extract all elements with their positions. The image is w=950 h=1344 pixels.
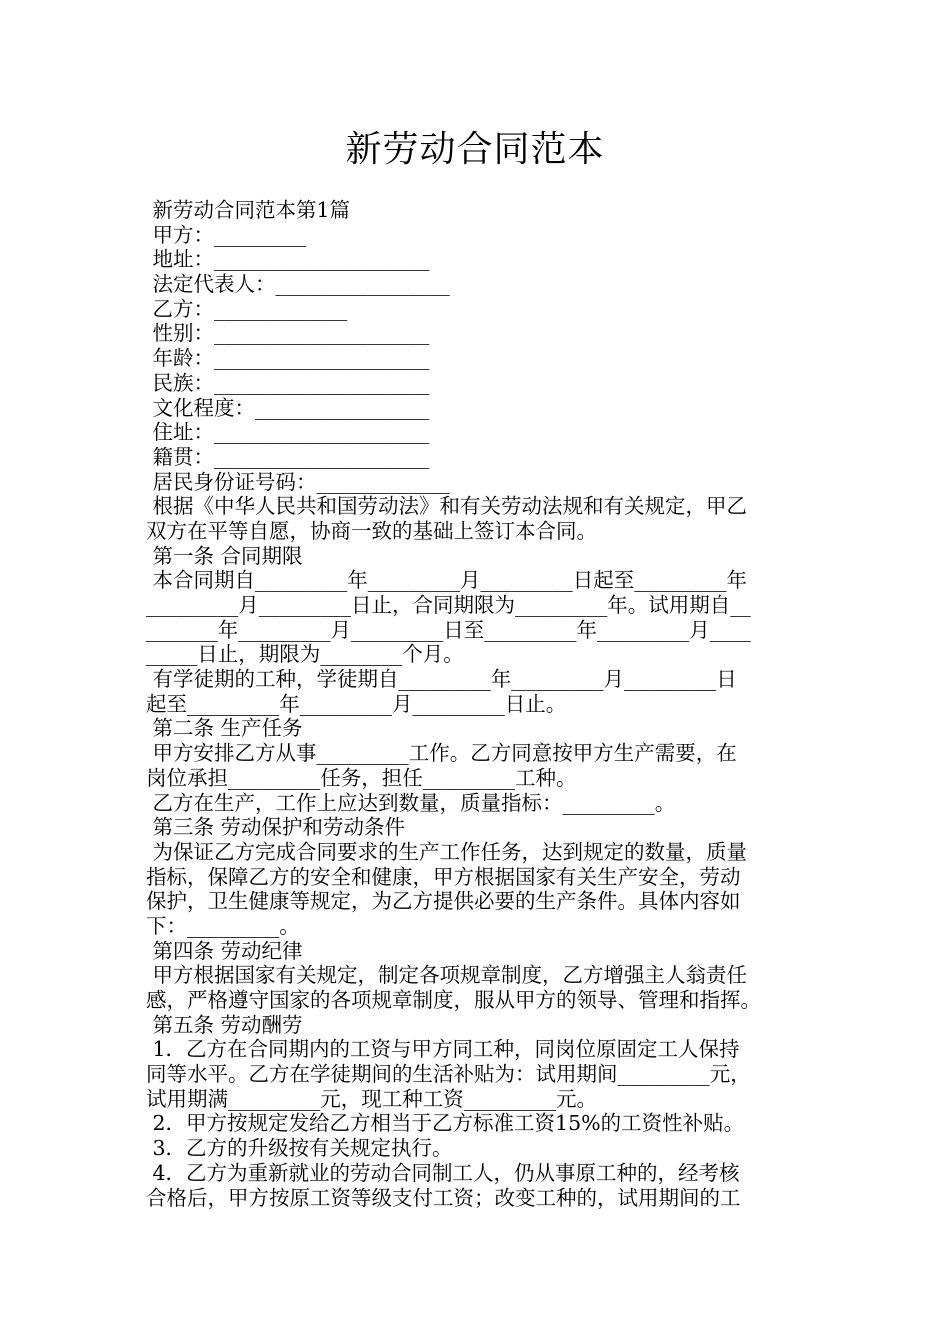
- document-line: 第一条 合同期限: [146, 543, 303, 568]
- document-line: 1．乙方在合同期内的工资与甲方同工种，同岗位原固定工人保持: [146, 1037, 740, 1062]
- document-line: 2．甲方按规定发给乙方相当于乙方标准工资15%的工资性补贴。: [146, 1111, 745, 1136]
- document-line: 住址：_____________________: [146, 420, 430, 445]
- document-line: 第五条 劳动酬劳: [146, 1012, 303, 1037]
- document-line: 双方在平等自愿，协商一致的基础上签订本合同。: [146, 518, 597, 543]
- document-line: 地址：_____________________: [146, 247, 430, 272]
- document-line: 合格后，甲方按原工资等级支付工资；改变工种的，试用期间的工: [146, 1185, 741, 1210]
- document-line: 感，严格遵守国家的各项规章制度，服从甲方的领导、管理和指挥。: [146, 988, 761, 1012]
- document-line: _______年_________月_________日至_________年_________月____: [146, 617, 751, 642]
- document-line: 根据《中华人民共和国劳动法》和有关劳动法规和有关规定，甲乙: [146, 494, 748, 519]
- document-title: 新劳动合同范本: [345, 129, 605, 170]
- document-line: 为保证乙方完成合同要求的生产工作任务，达到规定的数量，质量: [146, 839, 748, 864]
- document-line: 第二条 生产任务: [146, 716, 303, 741]
- document-line: 第三条 劳动保护和劳动条件: [146, 815, 406, 840]
- document-line: 籍贯：_____________________: [146, 444, 430, 469]
- document-line: 甲方安排乙方从事_________工作。乙方同意按甲方生产需要，在: [146, 741, 737, 766]
- document-line: 本合同期自_________年_________月_________日起至_________年: [146, 568, 748, 593]
- document-line: 乙方在生产，工作上应达到数量，质量指标：_________。: [146, 790, 676, 815]
- document-line: 甲方根据国家有关规定，制定各项规章制度，乙方增强主人翁责任: [146, 963, 748, 988]
- document-line: 岗位承担_________任务，担任_________工种。: [146, 765, 577, 790]
- document-line: 保护，卫生健康等规定，为乙方提供必要的生产条件。具体内容如: [146, 889, 741, 914]
- document-line: 文化程度：_________________: [146, 395, 430, 420]
- document-line: 法定代表人：_________________: [146, 272, 450, 297]
- document-line: 3．乙方的升级按有关规定执行。: [146, 1136, 453, 1161]
- document-body: [146, 198, 810, 1210]
- document-line: 年龄：_____________________: [146, 346, 430, 371]
- document-line: 居民身份证号码：_____________: [146, 469, 450, 494]
- document-line: _________月_________日止，合同期限为_________年。试用期自__: [146, 593, 751, 617]
- document-line: 新劳动合同范本第1篇: [146, 198, 351, 222]
- document-line: 同等水平。乙方在学徒期间的生活补贴为：试用期间_________元，: [146, 1062, 751, 1087]
- document-line: _____日止，期限为________个月。: [146, 642, 464, 667]
- document-line: 试用期满_________元，现工种工资_________元。: [146, 1086, 597, 1111]
- document-line: 性别：_____________________: [146, 321, 430, 346]
- document-line: 指标，保障乙方的安全和健康，甲方根据国家有关生产安全，劳动: [146, 864, 741, 889]
- document-line: 4．乙方为重新就业的劳动合同制工人，仍从事原工种的，经考核: [146, 1160, 740, 1185]
- document-line: 第四条 劳动纪律: [146, 938, 303, 963]
- document-line: 有学徒期的工种，学徒期自_________年_________月_________日: [146, 667, 737, 692]
- document-line: 下：_________。: [146, 913, 300, 938]
- document-line: 起至_________年_________月_________日止。: [146, 691, 567, 716]
- document-line: 民族：_____________________: [146, 370, 430, 395]
- document-line: 甲方：_________: [146, 222, 307, 247]
- document-line: 乙方：_____________: [146, 296, 348, 321]
